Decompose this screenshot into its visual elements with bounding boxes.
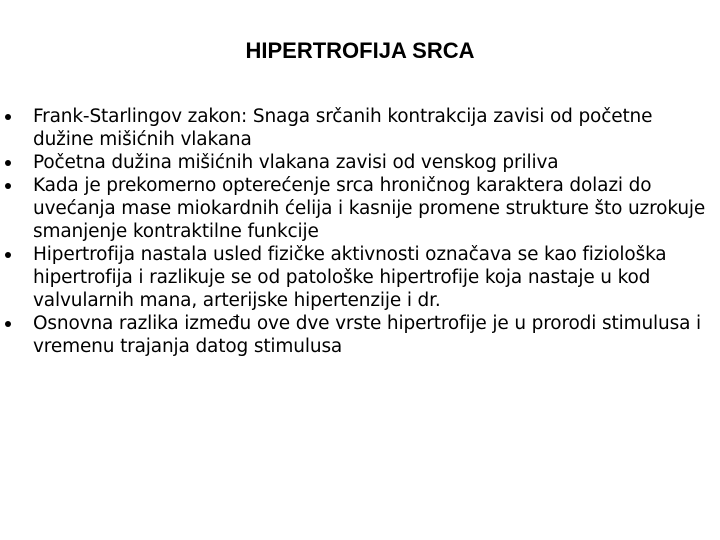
bullet-list [0, 105, 710, 358]
bullet-item-2 [0, 151, 710, 174]
slide-title: HIPERTROFIJA SRCA [245, 38, 475, 63]
bullet-item-4 [0, 243, 710, 312]
bullet-dot-icon [5, 183, 11, 189]
bullet-item-5 [0, 312, 710, 358]
bullet-dot-icon [5, 160, 11, 166]
bullet-text: Osnovna razlika između ove dve vrste hipertrofije je u prorodi stimulusa i vremenu trajanja datog stimulusa [33, 313, 701, 357]
bullet-item-3 [0, 174, 710, 243]
bullet-text: Frank-Starlingov zakon: Snaga srčanih kontrakcija zavisi od početne dužine mišićnih vlakana [33, 106, 653, 150]
bullet-dot-icon [5, 252, 11, 258]
bullet-text: Kada je prekomerno opterećenje srca hroničnog karaktera dolazi do uvećanja mase miokardnih ćelija i kasnije promene strukture što uzrokuje smanjenje kontraktilne funkcije [33, 175, 706, 242]
bullet-item-1 [0, 105, 710, 151]
bullet-dot-icon [5, 114, 11, 120]
bullet-text: Početna dužina mišićnih vlakana zavisi od venskog priliva [33, 152, 559, 173]
bullet-text: Hipertrofija nastala usled fizičke aktivnosti označava se kao fiziološka hipertrofija i razlikuje se od patološke hipertrofije koja nastaje u kod valvularnih mana, arterijske hipertenzije i dr. [33, 244, 667, 311]
bullet-dot-icon [5, 321, 11, 327]
